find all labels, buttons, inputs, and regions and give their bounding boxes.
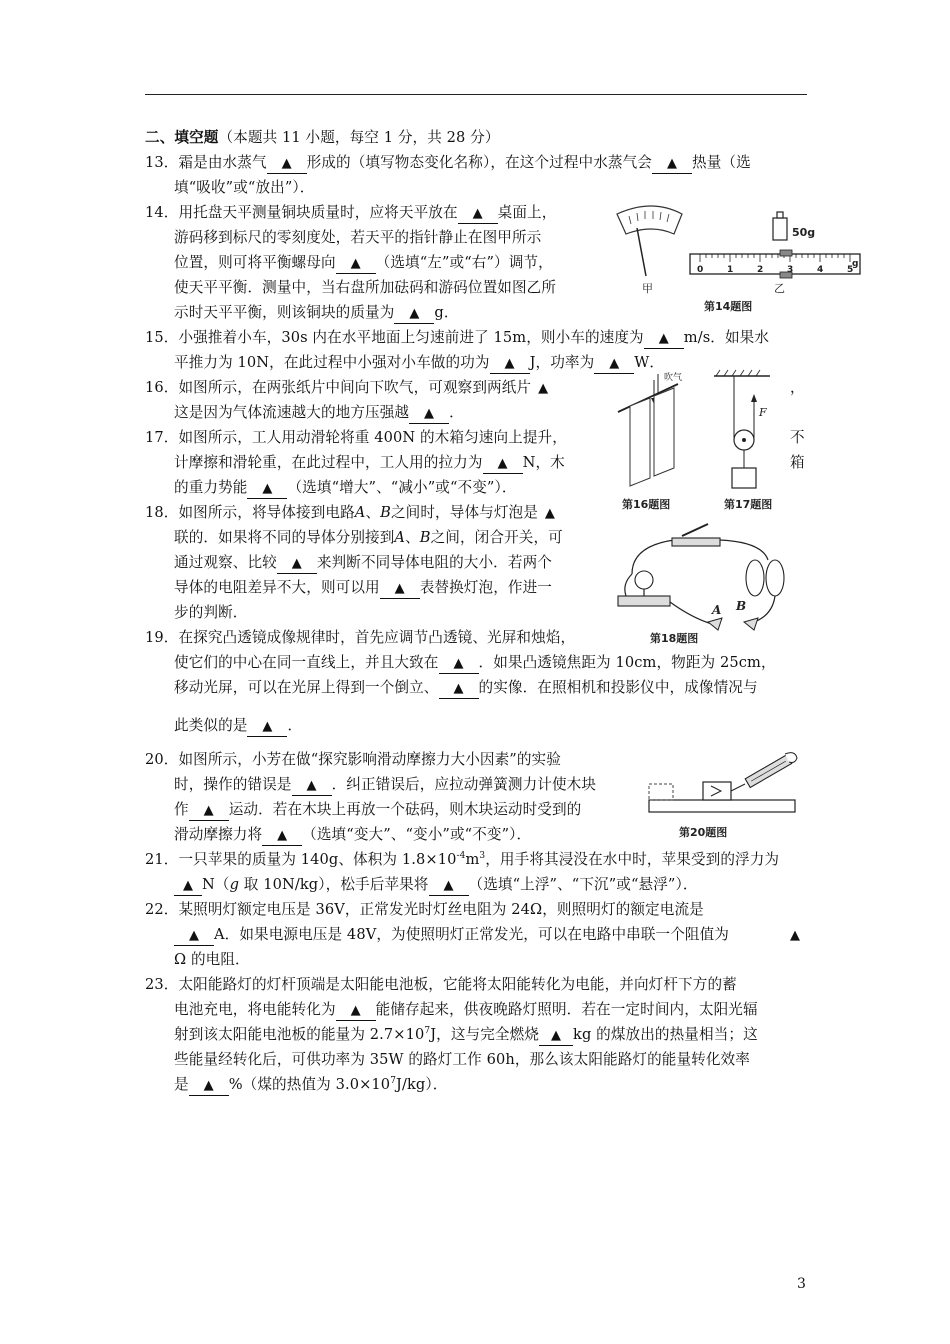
blank-mark: ▲ (394, 581, 405, 596)
blank-mark: ▲ (424, 406, 435, 421)
blank-mark: ▲ (182, 878, 194, 893)
q19-text: 此类似的是 (174, 717, 248, 734)
battery-2 (766, 560, 784, 596)
q18-text: 通过观察、比较 (174, 554, 277, 571)
q21-number: 21． (145, 851, 179, 868)
blank-mark: ▲ (550, 1028, 562, 1043)
q13-line1 (145, 153, 751, 174)
q15-line1 (145, 328, 769, 349)
q19-text: 使它们的中心在同一直线上，并且大致在 (174, 654, 439, 671)
q18-text: 联的．如果将不同的导体分别接到 (174, 529, 395, 546)
blank (277, 554, 317, 574)
q19-line3 (174, 678, 758, 699)
block-start-position (649, 784, 673, 800)
blank-mark: ▲ (262, 719, 273, 734)
label-b: B (736, 599, 747, 613)
q20-line1 (145, 750, 561, 770)
q19-text: ． (287, 717, 303, 734)
q19-text: 移动光屏，可以在光屏上得到一个倒立、 (174, 679, 439, 696)
q23-line3 (174, 1025, 758, 1046)
exponent: 7 (390, 1076, 397, 1087)
q14-text: 使天平平衡．测量中，当右盘所加砝码和游码位置如图乙所 (174, 279, 557, 296)
q14-number: 14． (145, 204, 179, 221)
blank-mark: ▲ (281, 156, 292, 171)
q23-text: J/kg）． (396, 1076, 448, 1093)
paper-sheet-left (630, 398, 650, 486)
clip-a (708, 618, 722, 630)
q13-text: 霜是由水蒸气 (178, 154, 267, 171)
figure-caption: 第18题图 (650, 632, 699, 645)
q18-line4 (174, 578, 552, 599)
scale-unit: g (852, 259, 859, 269)
q20-text: ．纠正错误后，应拉动弹簧测力计使木块 (331, 776, 597, 793)
tick-label: 5 (847, 265, 854, 275)
figure-caption: 第17题图 (724, 498, 773, 511)
q14-text: 用托盘天平测量铜块质量时，应将天平放在 (178, 204, 458, 221)
q14-text: 位置，则可将平衡螺母向 (174, 254, 336, 271)
q13-text: 形成的（填写物态变化名称），在这个过程中水蒸气会 (306, 154, 652, 171)
q19-text: 的实像．在照相机和投影仪中，成像情况与 (478, 679, 758, 696)
top-rule (145, 94, 807, 95)
blank (247, 717, 287, 737)
balance-pointer (637, 228, 646, 276)
q17-line3 (174, 478, 517, 499)
q19-line1 (145, 628, 575, 648)
blank (174, 926, 214, 946)
point-b: B (380, 504, 391, 521)
q20-text: 时，操作的错误是 (174, 776, 292, 793)
battery-1 (746, 560, 764, 596)
q19-number: 19． (145, 629, 179, 646)
blank-mark: ▲ (666, 156, 678, 171)
q16-text: 如图所示，在两张纸片中间向下吹气，可观察到两纸片 (178, 379, 532, 396)
q18-line5 (174, 603, 247, 623)
q23-text: 电池充电，将电能转化为 (174, 1001, 336, 1018)
q13-text: 填“吸收”或“放出”）． (174, 179, 315, 196)
q14-text: 桌面上， (497, 204, 557, 221)
blank-mark: ▲ (277, 828, 288, 843)
fig14-label-jia: 甲 (642, 282, 653, 295)
q16-text: ， (790, 379, 805, 396)
q18-text: 、 (405, 529, 420, 546)
lamp-base (618, 596, 670, 606)
q21-text: ，用手将其浸没在水中时，苹果受到的浮力为 (485, 851, 780, 868)
q18-number: 18． (145, 504, 179, 521)
q14-line2 (174, 228, 541, 248)
figure-caption: 第16题图 (622, 498, 671, 511)
label-a: A (712, 603, 722, 617)
blank (439, 679, 479, 699)
rider-top (780, 250, 792, 256)
q20-line4 (174, 825, 531, 846)
blank (644, 329, 684, 349)
clip-b (744, 618, 758, 630)
page-number: 3 (797, 1276, 806, 1292)
blank-mark: ▲ (350, 256, 361, 271)
tick-label: 3 (787, 265, 794, 275)
q20-text: （选填“变大”、“变小”或“不变”）． (302, 826, 532, 843)
blank (652, 154, 692, 174)
q19-line4 (174, 716, 302, 737)
blank (189, 801, 229, 821)
q20-text: 运动．若在木块上再放一个砝码，则木块运动时受到的 (228, 801, 582, 818)
q18-text: 来判断不同导体电阻的大小．若两个 (316, 554, 552, 571)
figure-16-17 (612, 368, 782, 516)
q17-line2 (174, 453, 565, 474)
weight-50g (773, 218, 787, 240)
balance-dial (617, 206, 682, 234)
q14-text: 游码移到标尺的零刻度处，若天平的指针静止在图甲所示 (174, 229, 542, 246)
beam-scale (690, 254, 860, 274)
section-heading (145, 128, 500, 148)
blank (409, 404, 449, 424)
blank (539, 1026, 573, 1046)
q18-text: 如图所示，将导体接到电路 (178, 504, 355, 521)
q17-text: 箱 (790, 454, 805, 471)
q19-line2 (174, 653, 776, 674)
blank (429, 876, 469, 896)
blank (394, 304, 434, 324)
blank (267, 154, 307, 174)
point-a: A (394, 529, 406, 546)
blank-mark: ▲ (453, 681, 464, 696)
blank-mark: ▲ (188, 928, 200, 943)
wooden-box (732, 468, 756, 488)
blank-mark: ▲ (609, 356, 620, 371)
q23-text: 太阳能路灯的灯杆顶端是太阳能电池板，它能将太阳能转化为电能，并向灯杆下方的蓄 (178, 976, 737, 993)
q22-number: 22． (145, 901, 179, 918)
blow-label: 吹气 (664, 373, 683, 383)
q15-text: m/s．如果水 (683, 329, 770, 346)
q19-text: 在探究凸透镜成像规律时，首先应调节凸透镜、光屏和烛焰， (178, 629, 576, 646)
blank (292, 776, 332, 796)
blank-mark: ▲ (291, 556, 302, 571)
blank-mark: ▲ (497, 456, 508, 471)
switch-lever (682, 524, 708, 536)
section-note: （本题共 11 小题，每空 1 分，共 28 分） (218, 129, 500, 146)
blank (174, 876, 202, 896)
q16-line1-end (790, 378, 805, 398)
tick-label: 0 (697, 265, 704, 275)
blank-mark: ▲ (790, 928, 801, 943)
q14-text: g． (434, 304, 459, 321)
board (649, 800, 795, 812)
tick-label: 1 (727, 265, 734, 275)
tick-label: 4 (817, 265, 824, 275)
q23-text: kg 的煤放出的热量相当；这 (573, 1026, 758, 1043)
q16-text: ． (449, 404, 464, 421)
blank (483, 454, 523, 474)
q18-line2 (174, 528, 563, 548)
q21-text: m (465, 851, 480, 868)
blank (262, 826, 302, 846)
q20-text: 如图所示，小芳在做“探究影响滑动摩擦力大小因素”的实验 (178, 751, 561, 768)
q18-line1 (145, 503, 562, 523)
blank (336, 254, 376, 274)
blank (458, 204, 498, 224)
q21-text: N（ (202, 876, 230, 893)
q21-text: 取 10N/kg），松手后苹果将 (239, 876, 429, 893)
exponent: 3 (479, 851, 486, 862)
q17-text: 的重力势能 (174, 479, 248, 496)
q15-line2 (174, 353, 664, 374)
blank-mark: ▲ (409, 306, 420, 321)
blank-mark: ▲ (443, 878, 454, 893)
figure-caption: 第14题图 (704, 300, 753, 313)
figure-14 (612, 200, 859, 316)
q15-text: W． (634, 354, 665, 371)
q17-text: 计摩擦和滑轮重，在此过程中，工人用的拉力为 (174, 454, 483, 471)
blank (439, 654, 479, 674)
q13-text: 热量（选 (692, 154, 751, 171)
q15-text: 平推力为 10N，在此过程中小强对小车做的功为 (174, 354, 490, 371)
q17-number: 17． (145, 429, 179, 446)
q14-line3 (174, 253, 553, 274)
blank (189, 1076, 229, 1096)
q14-text: 示时天平平衡，则该铜块的质量为 (174, 304, 395, 321)
q17-text: N，木 (522, 454, 565, 471)
q22-text: Ω 的电阻． (174, 951, 250, 968)
q15-text: 小强推着小车，30s 内在水平地面上匀速前进了 15m，则小车的速度为 (178, 329, 644, 346)
blank (531, 379, 555, 398)
blank-mark: ▲ (203, 803, 214, 818)
q17-line1 (145, 428, 567, 448)
q21-text: （选填“上浮”、“下沉”或“悬浮”）． (468, 876, 698, 893)
q20-line3 (174, 800, 581, 821)
switch-base (672, 538, 720, 546)
q17-text: （选填“增大”、“减小”或“不变”）． (287, 479, 517, 496)
blank-mark: ▲ (350, 1003, 361, 1018)
blank-mark: ▲ (472, 206, 483, 221)
q23-text: 些能量经转化后，可供功率为 35W 的路灯工作 60h，那么该太阳能路灯的能量转化效率 (174, 1051, 750, 1068)
q16-line2 (174, 403, 464, 424)
fig14-label-yi: 乙 (774, 282, 785, 295)
q19-text: ．如果凸透镜焦距为 10cm，物距为 25cm， (478, 654, 776, 671)
wooden-block (703, 782, 731, 800)
point-b: B (419, 529, 431, 546)
q18-text: 导体的电阻差异不大，则可以用 (174, 579, 380, 596)
q17-text: 不 (790, 429, 805, 446)
exponent: -4 (456, 851, 466, 862)
q22-text: A．如果电源电压是 48V，为使照明灯正常发光，可以在电路中串联一个阻值为 (214, 926, 729, 943)
weight-label: 50g (792, 226, 816, 239)
tick-label: 2 (757, 265, 764, 275)
q23-text: J，这与完全燃烧 (430, 1026, 540, 1043)
q23-text: 是 (174, 1076, 189, 1093)
figure-18 (612, 518, 792, 648)
blank-mark: ▲ (453, 656, 464, 671)
q18-line3 (174, 553, 552, 574)
blank-mark: ▲ (544, 506, 555, 521)
q13-number: 13． (145, 154, 179, 171)
blank (336, 1001, 376, 1021)
q18-text: 、 (365, 504, 381, 521)
blank-mark: ▲ (306, 778, 317, 793)
q22-line2 (174, 925, 729, 946)
q23-text: 能储存起来，供夜晚路灯照明．若在一定时间内，太阳光辐 (375, 1001, 758, 1018)
q17-line2-end (790, 453, 805, 473)
q22-line1 (145, 900, 704, 920)
blank-mark: ▲ (262, 481, 273, 496)
q23-line4 (174, 1050, 750, 1070)
figure-20 (645, 748, 800, 844)
blank (380, 579, 420, 599)
q23-number: 23． (145, 976, 179, 993)
q21-line1 (145, 850, 779, 870)
q21-line2 (174, 875, 698, 896)
q17-line1-end (790, 428, 805, 448)
q18-text: 表替换灯泡，作进一 (419, 579, 552, 596)
q18-text: 之间，闭合开关，可 (430, 529, 563, 546)
force-label: F (759, 406, 767, 419)
q22-line2-end (790, 925, 800, 946)
q17-text: 如图所示，工人用动滑轮将重 400N 的木箱匀速向上提升， (178, 429, 567, 446)
q14-line1 (145, 203, 556, 224)
q21-text: 一只苹果的质量为 140g、体积为 1.8×10 (178, 851, 457, 868)
q14-line4 (174, 278, 556, 298)
q22-line3 (174, 950, 250, 970)
q14-line5 (174, 303, 459, 324)
q20-line2 (174, 775, 596, 796)
q20-text: 滑动摩擦力将 (174, 826, 263, 843)
q16-text: 这是因为气体流速越大的地方压强越 (174, 404, 410, 421)
blank (247, 479, 287, 499)
q16-line1 (145, 378, 555, 398)
q20-text: 作 (174, 801, 189, 818)
q16-number: 16． (145, 379, 179, 396)
q18-text: 之间时，导体与灯泡是 (390, 504, 538, 521)
exponent: 7 (424, 1026, 431, 1037)
q22-text: 某照明灯额定电压是 36V，正常发光时灯丝电阻为 24Ω，则照明灯的额定电流是 (178, 901, 704, 918)
q23-line1 (145, 975, 737, 995)
q20-number: 20． (145, 751, 179, 768)
light-bulb (635, 571, 653, 589)
q23-text: %（煤的热值为 3.0×10 (228, 1076, 391, 1093)
blank-mark: ▲ (203, 1078, 214, 1093)
figure-caption: 第20题图 (679, 826, 728, 839)
section-title: 二、填空题 (145, 129, 219, 146)
q18-text: 步的判断． (174, 604, 248, 621)
paper-sheet-right (654, 388, 674, 476)
q23-text: 射到该太阳能电池板的能量为 2.7×10 (174, 1026, 425, 1043)
q14-text: （选填“左”或“右”）调节， (375, 254, 553, 271)
blank-mark: ▲ (504, 356, 515, 371)
q23-line5 (174, 1075, 447, 1096)
blank (538, 504, 562, 523)
symbol-g: g (229, 876, 240, 893)
blank-mark: ▲ (538, 381, 549, 396)
q13-line2 (174, 178, 315, 198)
blank (490, 354, 530, 374)
blank-mark: ▲ (658, 331, 669, 346)
point-a: A (354, 504, 366, 521)
q23-line2 (174, 1000, 758, 1021)
q15-text: J，功率为 (529, 354, 595, 371)
q15-number: 15． (145, 329, 179, 346)
